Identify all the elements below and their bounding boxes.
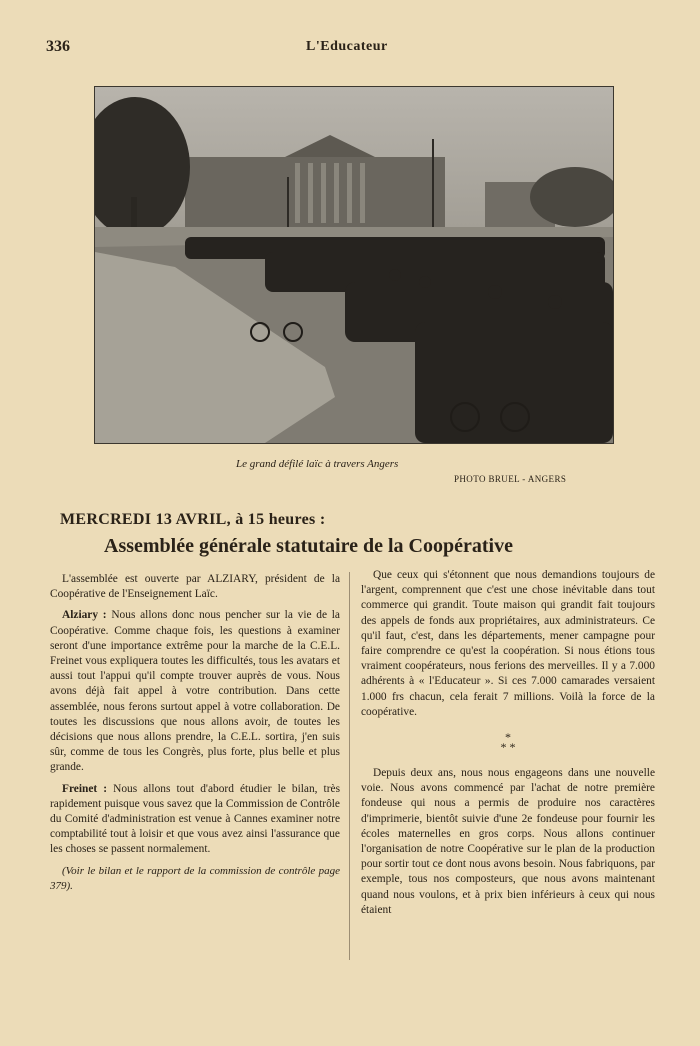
- left-column: [50, 572, 340, 900]
- parade-photo: [94, 86, 614, 444]
- museum-building: [185, 157, 445, 237]
- cooperative-paragraph: Que ceux qui s'étonnent que nous demandions toujours de l'argent, comprennent que c'est une chose inévitable dans tout commerce qui grandit. Toute maison qui grandit fait toujours des appels de fonds aux propriétaires, aux administrateurs. Ce qu'il faut, c'est, dans les départements, mener campagne pour faire comprendre ce qu'est la coopération. Si nous étions tous vraiment coopérateurs, nous ferions des merveilles. Il y a 7.000 adhérents à « l'Educateur ». Si ces 7.000 camarades versaient 1.000 frs chacun, cela ferait 7 millions. Voilà la force de la coopérative.: [361, 569, 655, 718]
- parade-photo-illustration: [95, 87, 613, 443]
- page-header: [46, 38, 654, 60]
- section-separator: * * *: [500, 730, 516, 755]
- paragraph-text: Nous allons donc nous pencher sur la vie de la Coopérative. Comme chaque fois, les questions à examiner seront d'une importance extrême pour la marche de la C.E.L. Freinet vous expliquera toutes les difficultés, tous les avatars et aussi tout l'appui qu'il compte trouver auprès de vous. Nous avons déjà fait appel à votre contribution. Dans cette assemblée, nous ferons surtout appel à votre collaboration. De toutes les discussions que nous allons avoir, de toutes les décisions que nous allons prendre, la C.E.L. sortira, j'en suis sûr, comme de tous les Congrès, plus forte, plus belle et plus grande.: [50, 609, 340, 774]
- intro-paragraph: L'assemblée est ouverte par ALZIARY, président de la Coopérative de l'Enseignement Laïc.: [50, 573, 340, 601]
- speaker-name: Alziary :: [62, 609, 107, 622]
- article-dateline: MERCREDI 13 AVRIL, à 15 heures :: [60, 511, 326, 528]
- column-divider: [349, 572, 350, 960]
- paragraph-text: Nous allons tout d'abord étudier le bilan, très rapidement puisque vous savez que la Commission de Contrôle du Comité d'administration est venue à Cannes examiner notre comptabilité tout à loisir et que vous avez ainsi l'assurance que les choses se passent normalement.: [50, 782, 341, 856]
- journal-title: L'Educateur: [306, 39, 388, 54]
- right-column: [361, 568, 655, 924]
- speaker-name: Freinet :: [62, 782, 108, 795]
- alziary-paragraph: [50, 608, 340, 775]
- production-paragraph: Depuis deux ans, nous nous engageons dans une nouvelle voie. Nous avons commencé par l'achat de notre première fondeuse qui nous a permis de produire nos caractères d'imprimerie, bientôt suivie d'une 2e fondeuse pour fournir les écoles maternelles en gros corps. Nous allons continuer l'organisation de notre Coopérative sur le plan de la production pour sortir tout ce dont nous avons besoin. Nous fabriquons, par exemple, tous nos composteurs, que nous avons maintenant quand nous voulons, et à prix bien inférieurs à ceux qui nous étaient: [361, 767, 655, 916]
- photo-credit: PHOTO BRUEL - ANGERS: [454, 474, 567, 484]
- article-headline: Assemblée générale statutaire de la Coopérative: [104, 535, 513, 557]
- lamp-post: [432, 139, 434, 239]
- page-number: 336: [46, 38, 70, 55]
- freinet-paragraph: [50, 782, 340, 858]
- photo-caption: Le grand défilé laïc à travers Angers: [236, 458, 399, 470]
- balance-note: (Voir le bilan et le rapport de la commission de contrôle page 379).: [50, 864, 340, 892]
